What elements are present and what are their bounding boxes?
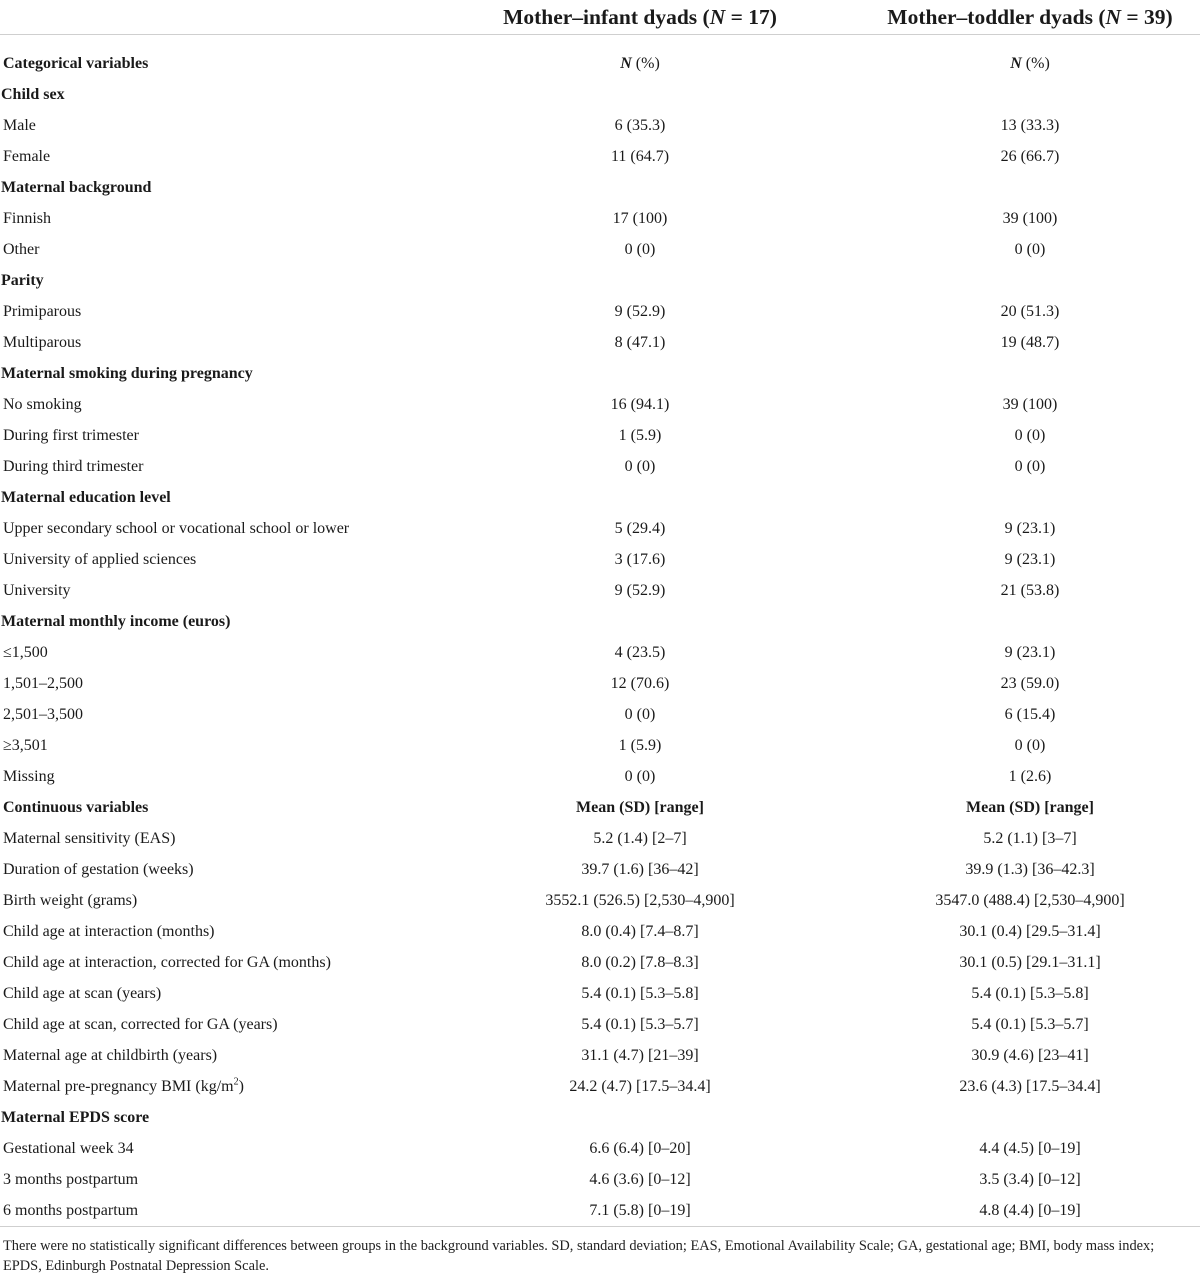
row-label-text: Maternal pre-pregnancy BMI (kg/m — [3, 1078, 234, 1095]
mother-toddler-value — [860, 358, 1200, 389]
mother-infant-value — [420, 358, 860, 389]
header-mi-prefix: Mother–infant dyads ( — [503, 5, 710, 29]
mother-toddler-value: 30.1 (0.4) [29.5–31.4] — [959, 923, 1101, 940]
table-row — [0, 854, 1200, 885]
table-row — [0, 451, 1200, 482]
mother-infant-value — [420, 1102, 860, 1133]
table-row — [0, 1009, 1200, 1040]
row-label: Finnish — [3, 210, 52, 227]
mother-toddler-value — [860, 606, 1200, 637]
table-row — [0, 668, 1200, 699]
mother-toddler-value: 0 (0) — [1014, 458, 1046, 475]
mother-toddler-value: 39.9 (1.3) [36–42.3] — [965, 861, 1095, 878]
header-mother-toddler — [860, 0, 1200, 35]
mother-infant-value: 0 (0) — [624, 706, 656, 723]
section-row — [0, 79, 1200, 110]
row-label: Maternal sensitivity (EAS) — [3, 830, 176, 847]
row-label: ≥3,501 — [3, 737, 48, 754]
section-row — [0, 172, 1200, 203]
mother-infant-value: 16 (94.1) — [610, 396, 670, 413]
mother-toddler-value: 3.5 (3.4) [0–12] — [979, 1171, 1081, 1188]
unit-rest-mi: (%) — [631, 55, 660, 72]
mother-infant-value: 31.1 (4.7) [21–39] — [581, 1047, 699, 1064]
table-row — [0, 110, 1200, 141]
row-label: 1,501–2,500 — [3, 675, 83, 692]
mother-toddler-value: 26 (66.7) — [1000, 148, 1060, 165]
categorical-label: Categorical variables — [3, 55, 149, 72]
mother-infant-value: 9 (52.9) — [614, 303, 666, 320]
mother-infant-value: 5 (29.4) — [614, 520, 666, 537]
mother-infant-value: 9 (52.9) — [614, 582, 666, 599]
table-row — [0, 141, 1200, 172]
row-label: Continuous variables — [3, 799, 149, 816]
table-row — [0, 1195, 1200, 1227]
mother-toddler-value: 9 (23.1) — [1004, 551, 1056, 568]
mother-toddler-value: 0 (0) — [1014, 737, 1046, 754]
row-label: University — [3, 582, 71, 599]
row-label: Child age at interaction (months) — [3, 923, 215, 940]
mother-toddler-value: 23 (59.0) — [1000, 675, 1060, 692]
table-row — [0, 761, 1200, 792]
header-mi-suffix: = 17) — [725, 5, 777, 29]
header-mt-n: N — [1105, 5, 1122, 29]
mother-infant-value: 1 (5.9) — [618, 737, 662, 754]
section-label: Maternal background — [1, 179, 152, 196]
row-label: Upper secondary school or vocational school or lower — [3, 520, 350, 537]
row-label: Child age at scan, corrected for GA (years) — [3, 1016, 278, 1033]
mother-toddler-value: 9 (23.1) — [1004, 520, 1056, 537]
mother-infant-value: 3552.1 (526.5) [2,530–4,900] — [545, 892, 735, 909]
mother-toddler-value: 1 (2.6) — [1008, 768, 1052, 785]
table-row — [0, 1164, 1200, 1195]
mother-toddler-value — [860, 482, 1200, 513]
mother-infant-value: 8.0 (0.4) [7.4–8.7] — [581, 923, 699, 940]
table-row — [0, 389, 1200, 420]
unit-n-mt: N — [1010, 55, 1022, 72]
row-label: Primiparous — [3, 303, 82, 320]
mother-toddler-value — [860, 1102, 1200, 1133]
row-label: Multiparous — [3, 334, 82, 351]
row-label: Male — [3, 117, 36, 134]
row-label: Maternal age at childbirth (years) — [3, 1047, 218, 1064]
table-row — [0, 327, 1200, 358]
unit-rest-mt: (%) — [1021, 55, 1050, 72]
mother-toddler-value: 13 (33.3) — [1000, 117, 1060, 134]
section-row — [0, 482, 1200, 513]
mother-toddler-value — [860, 79, 1200, 110]
mother-toddler-value: 4.4 (4.5) [0–19] — [979, 1140, 1081, 1157]
mother-infant-value — [420, 79, 860, 110]
table-row — [0, 823, 1200, 854]
mother-toddler-value: Mean (SD) [range] — [966, 799, 1094, 816]
mother-infant-value: 17 (100) — [612, 210, 668, 227]
mother-infant-value: 12 (70.6) — [610, 675, 670, 692]
mother-toddler-value: 21 (53.8) — [1000, 582, 1060, 599]
unit-n-mi: N — [620, 55, 632, 72]
mother-toddler-value: 3547.0 (488.4) [2,530–4,900] — [935, 892, 1125, 909]
row-label: Child age at scan (years) — [3, 985, 162, 1002]
section-label: Maternal EPDS score — [1, 1109, 150, 1126]
section-row — [0, 265, 1200, 296]
row-label — [0, 1071, 420, 1102]
section-row — [0, 606, 1200, 637]
header-mt-prefix: Mother–toddler dyads ( — [887, 5, 1106, 29]
mother-infant-value: 3 (17.6) — [614, 551, 666, 568]
mother-infant-value: 0 (0) — [624, 458, 656, 475]
row-label-end: ) — [238, 1078, 244, 1095]
row-label: University of applied sciences — [3, 551, 197, 568]
mother-infant-value: 11 (64.7) — [610, 148, 670, 165]
spacer-row — [0, 35, 1200, 49]
mother-infant-value: 0 (0) — [624, 241, 656, 258]
header-variable-column — [0, 0, 420, 35]
section-label: Maternal monthly income (euros) — [1, 613, 231, 630]
mother-toddler-value: 5.4 (0.1) [5.3–5.7] — [971, 1016, 1089, 1033]
row-label: 3 months postpartum — [3, 1171, 139, 1188]
mother-infant-value: 5.2 (1.4) [2–7] — [593, 830, 687, 847]
mother-toddler-value — [860, 265, 1200, 296]
mother-infant-value: Mean (SD) [range] — [576, 799, 704, 816]
table-row — [0, 1071, 1200, 1102]
mother-infant-value: 5.4 (0.1) [5.3–5.7] — [581, 1016, 699, 1033]
row-label: ≤1,500 — [3, 644, 48, 661]
table-header-row — [0, 0, 1200, 35]
mother-infant-value: 39.7 (1.6) [36–42] — [581, 861, 699, 878]
mother-toddler-value: 23.6 (4.3) [17.5–34.4] — [959, 1078, 1101, 1095]
table-footnote: There were no statistically significant differences between groups in the background variables. SD, standard deviation; EAS, Emotional Availability Scale; GA, gestational age; BMI, body mass index; EPDS, Edinburgh Postnatal Depression Scale. — [3, 1238, 1155, 1274]
mother-toddler-value — [860, 172, 1200, 203]
mother-toddler-value: 20 (51.3) — [1000, 303, 1060, 320]
table-row — [0, 234, 1200, 265]
mother-toddler-value: 5.4 (0.1) [5.3–5.8] — [971, 985, 1089, 1002]
section-label: Maternal smoking during pregnancy — [1, 365, 253, 382]
mother-infant-value: 6 (35.3) — [614, 117, 666, 134]
table-row — [0, 885, 1200, 916]
mother-toddler-value: 30.9 (4.6) [23–41] — [971, 1047, 1089, 1064]
header-mt-suffix: = 39) — [1121, 5, 1173, 29]
row-label: During third trimester — [3, 458, 144, 475]
row-label: Child age at interaction, corrected for GA (months) — [3, 954, 331, 971]
mother-infant-value — [420, 265, 860, 296]
mother-infant-value: 8.0 (0.2) [7.8–8.3] — [581, 954, 699, 971]
mother-toddler-value: 0 (0) — [1014, 241, 1046, 258]
mother-toddler-value: 6 (15.4) — [1004, 706, 1056, 723]
table-row — [0, 420, 1200, 451]
row-label: During first trimester — [3, 427, 139, 444]
mother-toddler-value: 4.8 (4.4) [0–19] — [979, 1202, 1081, 1219]
row-label: Birth weight (grams) — [3, 892, 138, 909]
table-row — [0, 947, 1200, 978]
table-row — [0, 513, 1200, 544]
table-row — [0, 699, 1200, 730]
row-label: No smoking — [3, 396, 82, 413]
row-label: Female — [3, 148, 51, 165]
row-label: Duration of gestation (weeks) — [3, 861, 194, 878]
continuous-header-row — [0, 792, 1200, 823]
table-row — [0, 916, 1200, 947]
row-label: Gestational week 34 — [3, 1140, 134, 1157]
mother-toddler-value: 5.2 (1.1) [3–7] — [983, 830, 1077, 847]
section-label: Child sex — [1, 86, 65, 103]
row-label: 6 months postpartum — [3, 1202, 139, 1219]
table-bottom-rule — [0, 1227, 1200, 1236]
mother-infant-value: 24.2 (4.7) [17.5–34.4] — [569, 1078, 711, 1095]
mother-infant-value — [420, 606, 860, 637]
table-row — [0, 203, 1200, 234]
table-row — [0, 296, 1200, 327]
mother-infant-value: 4 (23.5) — [614, 644, 666, 661]
mother-toddler-value: 30.1 (0.5) [29.1–31.1] — [959, 954, 1101, 971]
section-label: Parity — [1, 272, 44, 289]
mother-infant-value: 0 (0) — [624, 768, 656, 785]
header-mother-infant — [420, 0, 860, 35]
mother-toddler-value: 39 (100) — [1002, 396, 1058, 413]
mother-toddler-value: 39 (100) — [1002, 210, 1058, 227]
mother-infant-value: 6.6 (6.4) [0–20] — [589, 1140, 691, 1157]
mother-infant-value — [420, 172, 860, 203]
table-row — [0, 544, 1200, 575]
mother-toddler-value: 9 (23.1) — [1004, 644, 1056, 661]
mother-toddler-value: 19 (48.7) — [1000, 334, 1060, 351]
table-row — [0, 1040, 1200, 1071]
table-row — [0, 978, 1200, 1009]
mother-infant-value: 4.6 (3.6) [0–12] — [589, 1171, 691, 1188]
section-row — [0, 1102, 1200, 1133]
section-row — [0, 358, 1200, 389]
row-label: Missing — [3, 768, 55, 785]
row-label: Other — [3, 241, 40, 258]
row-label: 2,501–3,500 — [3, 706, 83, 723]
mother-infant-value — [420, 482, 860, 513]
categorical-header-row — [0, 48, 1200, 79]
mother-infant-value: 7.1 (5.8) [0–19] — [589, 1202, 691, 1219]
mother-toddler-value: 0 (0) — [1014, 427, 1046, 444]
table-row — [0, 730, 1200, 761]
mother-infant-value: 8 (47.1) — [614, 334, 666, 351]
mother-infant-value: 1 (5.9) — [618, 427, 662, 444]
categorical-unit-mt — [860, 48, 1200, 79]
mother-infant-value: 5.4 (0.1) [5.3–5.8] — [581, 985, 699, 1002]
row-label-sup: 2 — [233, 1076, 239, 1088]
table-row — [0, 575, 1200, 606]
table-row — [0, 1133, 1200, 1164]
categorical-unit-mi — [420, 48, 860, 79]
section-label: Maternal education level — [1, 489, 171, 506]
header-mi-n: N — [709, 5, 726, 29]
table-row — [0, 637, 1200, 668]
